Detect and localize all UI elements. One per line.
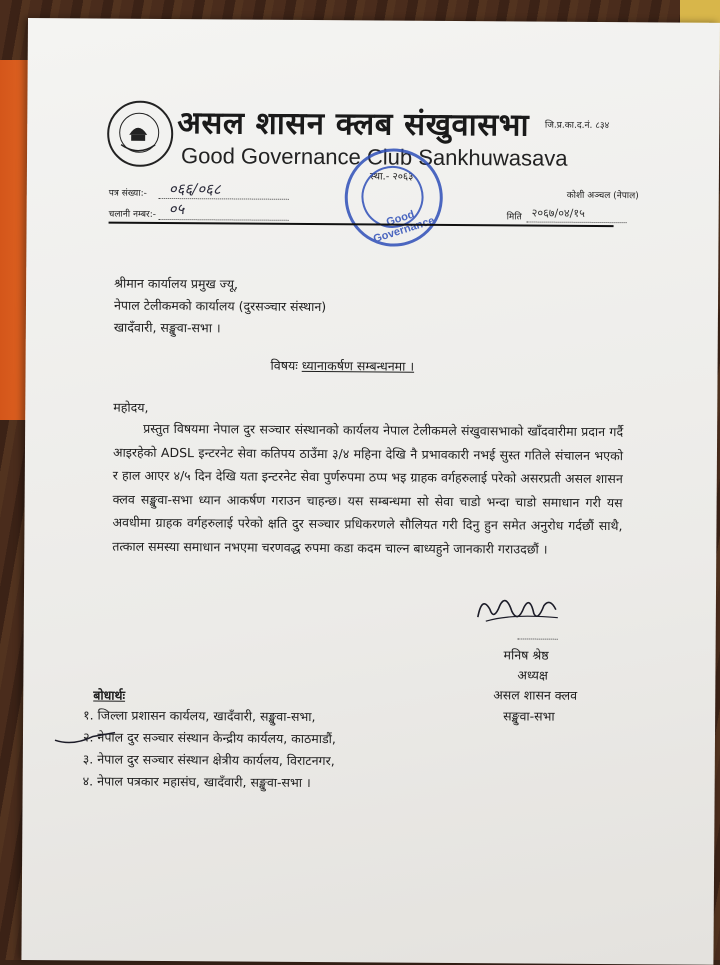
patra-sankhya-label: पत्र संख्या:- — [108, 188, 147, 199]
club-seal-icon — [107, 101, 173, 167]
miti-value: २०६७/०४/१५ — [531, 206, 585, 220]
chalani-value: ०५ — [168, 199, 185, 219]
recipient-line-3: खादँवारी, सङ्खुवा-सभा । — [113, 319, 221, 336]
signatory-name: मनिष श्रेष्ठ — [503, 647, 549, 663]
subject-label: विषयः — [270, 357, 298, 373]
chalani-dots — [159, 218, 289, 221]
signature-dots — [518, 637, 558, 639]
cc-item-2: २. नेपाल दुर सञ्चार संस्थान केन्द्रीय कार्यलय, काठमाडौं, — [82, 729, 336, 747]
handwritten-signature — [472, 587, 568, 636]
subject-text: ध्यानाकर्षण सम्बन्धनमा । — [301, 357, 415, 374]
registration-number: जि.प्र.का.द.नं. ८३४ — [544, 120, 610, 132]
miti-label: मिति — [506, 212, 522, 223]
org-name-nepali: असल शासन क्लब संखुवासभा — [177, 105, 530, 144]
signatory-place: सङ्खुवा-सभा — [503, 708, 555, 724]
miti-dots — [527, 220, 627, 223]
chalani-label: चलानी नम्बर:- — [108, 209, 157, 220]
patra-sankhya-value: ०६६/०६८ — [168, 179, 221, 199]
cc-item-4: ४. नेपाल पत्रकार महासंघ, खादँवारी, सङ्खुवा-सभा । — [82, 773, 311, 790]
cc-tick-mark — [53, 726, 123, 746]
recipient-line-1: श्रीमान कार्यालय प्रमुख ज्यू, — [114, 275, 239, 292]
seal-emblem-icon — [107, 101, 169, 163]
established-year: स्था.- २०६३ — [369, 171, 414, 183]
cc-item-3: ३. नेपाल दुर सञ्चार संस्थान क्षेत्रीय कार्यलय, विराटनगर, — [82, 751, 335, 769]
salutation: महोदय, — [113, 399, 149, 415]
cc-item-1: १. जिल्ला प्रशासन कार्यलय, खादँवारी, सङ्खुवा-सभा, — [83, 707, 316, 725]
subject-line — [271, 354, 415, 378]
stamp-text: Good Governance — [371, 208, 437, 246]
cc-heading: बोधार्थः — [93, 687, 126, 703]
letter-paper — [21, 18, 720, 965]
signatory-org: असल शासन क्लव — [493, 687, 578, 703]
letter-body: प्रस्तुत विषयमा नेपाल दुर सञ्चार संस्थानको कार्यलय नेपाल टेलीकमले संखुवासभाको खाँदवारीमा प्रदान गर्दै आइरहेको ADSL इन्टरनेट सेवा कतिपय ठाउँमा ३/४ महिना देखि नै प्रभावकारी नभई सुस्त गतिले संचालन भएको र हाल आएर ४/५ दिन देखि यता इन्टरनेट सेवा पुर्णरुपमा ठप्प भइ ग्राहक वर्गहरुलाई परेको असरप्रती असल शासन क्लव सङ्खुवा-सभा ध्यान आकर्षण गराउन चाहन्छ। यस सम्बन्धमा सो सेवा चाडो भन्दा चाडो समाधान गरी यस अवधीमा ग्राहक वर्गहरुलाई परेको क्षति दुर सञ्चार प्रधिकरणले सौलियत गरी दिनु हुन समेत अनुरोध गर्दछौं साथै, तत्काल समस्या समाधान नभएमा चरणवद्ध रुपमा कडा कदम चाल्न बाध्यहुने जानकारी गराउदछौं । — [112, 420, 624, 557]
recipient-line-2: नेपाल टेलीकमको कार्यालय (दुरसञ्चार संस्थान) — [113, 297, 327, 315]
org-name-english: Good Governance Club Sankhuwasava — [180, 143, 568, 171]
region-label: कोशी अञ्चल (नेपाल) — [566, 190, 639, 202]
signatory-title: अध्यक्ष — [517, 667, 548, 683]
